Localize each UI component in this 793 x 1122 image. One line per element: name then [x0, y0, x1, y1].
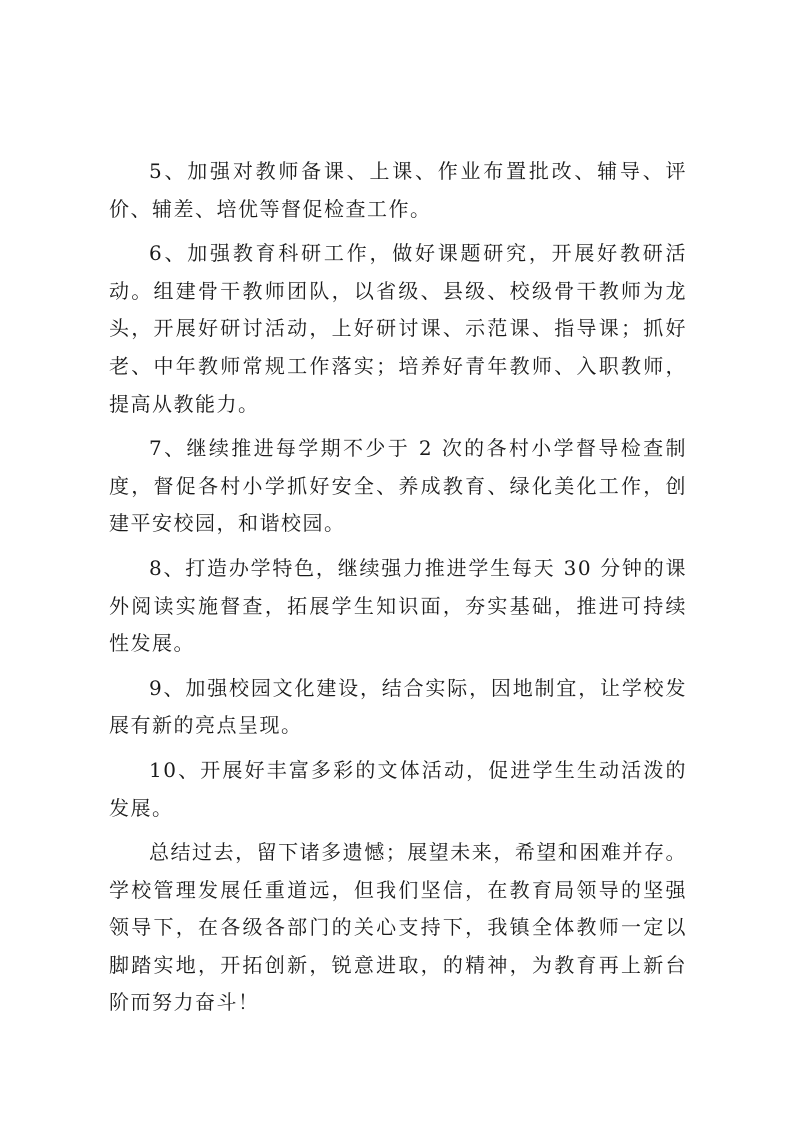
paragraph-item-5: 5、加强对教师备课、上课、作业布置批改、辅导、评价、辅差、培优等督促检查工作。 — [109, 159, 687, 221]
paragraph-item-6: 6、加强教育科研工作，做好课题研究，开展好教研活动。组建骨干教师团队，以省级、县级、校级骨干教师为龙头，开展好研讨活动，上好研讨课、示范课、指导课；抓好老、中年教师常规工作落实；培养好青年教师、入职教师，提高从教能力。 — [109, 241, 687, 416]
paragraph-item-8: 8、打造办学特色，继续强力推进学生每天 30 分钟的课外阅读实施督查，拓展学生知识面，夯实基础，推进可持续性发展。 — [109, 555, 687, 656]
paragraph-item-9: 9、加强校园文化建设，结合实际，因地制宜，让学校发展有新的亮点呈现。 — [109, 675, 687, 738]
paragraph-conclusion: 总结过去，留下诸多遗憾；展望未来，希望和困难并存。学校管理发展任重道远，但我们坚信，在教育局领导的坚强领导下，在各级各部门的关心支持下，我镇全体教师一定以脚踏实地，开拓创新，锐意进取，的精神，为教育再上新台阶而努力奋斗！ — [109, 840, 687, 1015]
document-body — [109, 153, 687, 1029]
paragraph-item-7: 7、继续推进每学期不少于 2 次的各村小学督导检查制度，督促各村小学抓好安全、养成教育、绿化美化工作，创建平安校园，和谐校园。 — [109, 436, 687, 536]
paragraph-item-10: 10、开展好丰富多彩的文体活动，促进学生生动活泼的发展。 — [109, 757, 687, 820]
